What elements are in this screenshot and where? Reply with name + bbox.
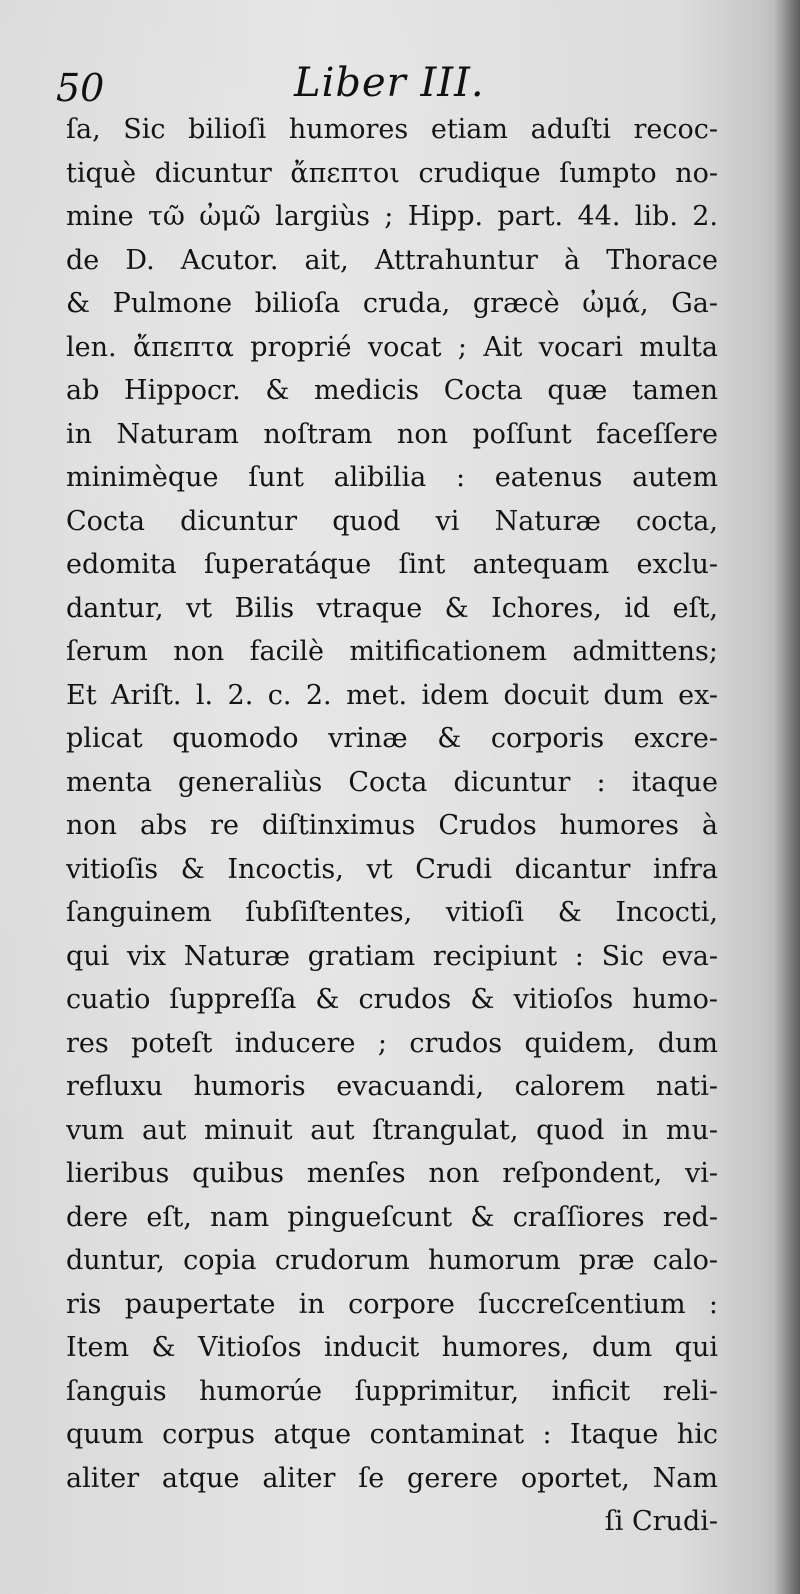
text-line: vitioſis & Incoctis, vt Crudi dicantur infra bbox=[66, 853, 718, 885]
running-head: Liber III. bbox=[294, 60, 485, 106]
text-line: de D. Acutor. ait, Attrahuntur à Thorace bbox=[66, 244, 718, 276]
text-line: & Pulmone bilioſa cruda, græcè ὠμά, Ga- bbox=[66, 288, 718, 319]
text-line: in Naturam noſtram non poſſunt faceſſere bbox=[66, 418, 718, 450]
text-line: vum aut minuit aut ſtrangulat, quod in mu- bbox=[66, 1114, 718, 1146]
page-gutter-shadow bbox=[774, 0, 800, 1594]
text-line: duntur, copia crudorum humorum præ calo- bbox=[66, 1245, 718, 1276]
text-line: non abs re diſtinximus Crudos humores à bbox=[66, 810, 718, 841]
text-line: ſa, Sic bilioſi humores etiam aduſti recoc- bbox=[66, 114, 718, 145]
text-line: minimèque ſunt alibilia : eatenus autem bbox=[66, 462, 718, 493]
text-line: ab Hippocr. & medicis Cocta quæ tamen bbox=[66, 375, 718, 406]
text-line: quum corpus atque contaminat : Itaque hic bbox=[66, 1419, 718, 1450]
text-line: ſanguis humorúe ſupprimitur, inficit reli- bbox=[66, 1375, 718, 1407]
text-line: ſerum non facilè mitificationem admittens; bbox=[66, 636, 718, 667]
text-line: ſanguinem ſubſiſtentes, vitioſi & Incocti, bbox=[66, 897, 718, 928]
text-line: Et Ariſt. l. 2. c. 2. met. idem docuit dum ex- bbox=[66, 679, 718, 711]
catchword-line: ſi Crudi- bbox=[604, 1506, 718, 1537]
text-line: edomita ſuperatáque ſint antequam exclu- bbox=[66, 549, 718, 580]
text-line: cuatio ſuppreſſa & crudos & vitioſos humo- bbox=[66, 984, 718, 1015]
text-line: Item & Vitioſos inducit humores, dum qui bbox=[66, 1332, 718, 1363]
text-line: res poteſt inducere ; crudos quidem, dum bbox=[66, 1027, 718, 1059]
page-number: 50 bbox=[56, 66, 105, 110]
body-text bbox=[66, 108, 718, 1548]
text-line: dantur, vt Bilis vtraque & Ichores, id eſt, bbox=[66, 592, 718, 624]
text-line: plicat quomodo vrinæ & corporis excre- bbox=[66, 723, 718, 754]
text-line: aliter atque aliter ſe gerere oportet, Nam bbox=[66, 1462, 718, 1494]
text-line: refluxu humoris evacuandi, calorem nati- bbox=[66, 1071, 718, 1102]
text-line: menta generaliùs Cocta dicuntur : itaque bbox=[66, 766, 718, 798]
text-line: mine τῶ ὠμῶ largiùs ; Hipp. part. 44. lib. 2. bbox=[66, 201, 718, 232]
text-line: lieribus quibus menſes non reſpondent, vi- bbox=[66, 1158, 718, 1189]
text-line: len. ἄπεπτα proprié vocat ; Ait vocari multa bbox=[66, 331, 718, 363]
text-line: dere eſt, nam pingueſcunt & craſſiores red- bbox=[66, 1201, 718, 1233]
text-line: qui vix Naturæ gratiam recipiunt : Sic eva- bbox=[66, 940, 718, 972]
text-line: tiquè dicuntur ἄπεπτοι crudique ſumpto no- bbox=[66, 157, 718, 189]
text-line: Cocta dicuntur quod vi Naturæ cocta, bbox=[66, 505, 718, 537]
text-line: ris paupertate in corpore ſuccreſcentium : bbox=[66, 1288, 718, 1320]
page-header bbox=[56, 52, 716, 112]
